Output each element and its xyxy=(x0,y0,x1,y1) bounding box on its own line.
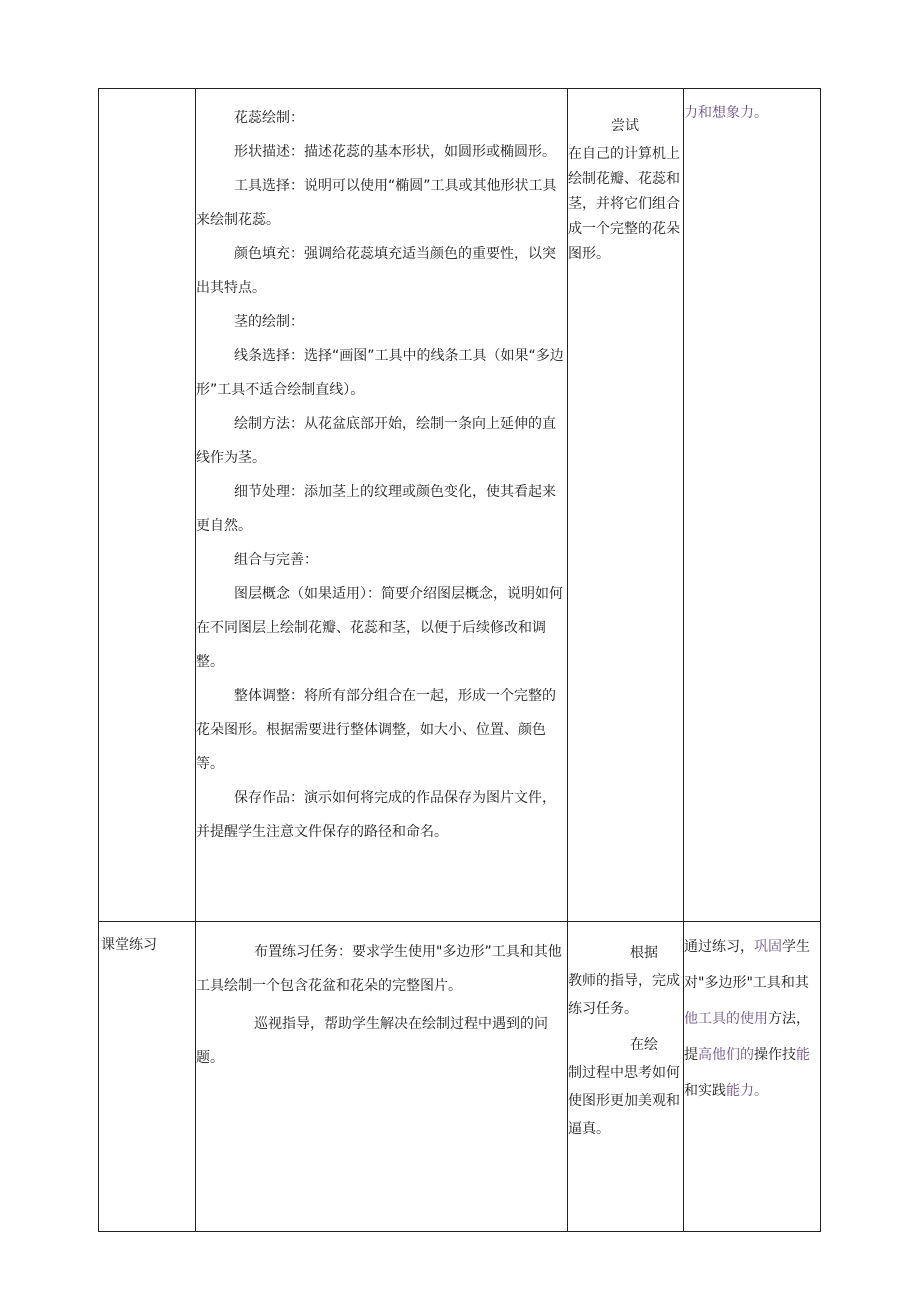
content-paragraph: 保存作品：演示如何将完成的作品保存为图片文件，并提醒学生注意文件保存的路径和命名。 xyxy=(196,790,556,840)
student-head: 尝试 xyxy=(611,118,639,134)
content-paragraph: 图层概念（如果适用）：简要介绍图层概念，说明如何在不同图层上绘制花瓣、花蕊和茎，以便于后续修改和调整。 xyxy=(196,586,563,670)
content-paragraph: 颜色填充：强调给花蕊填充适当颜色的重要性，以突出其特点。 xyxy=(196,246,556,296)
content-paragraph: 巡视指导，帮助学生解决在绘制过程中遇到的问题。 xyxy=(196,1016,548,1066)
purpose-text: 能 xyxy=(796,1047,810,1063)
student-head-1: 根据 xyxy=(630,945,658,961)
purpose-text: 巩固 xyxy=(754,939,782,955)
row1-student-cell xyxy=(568,110,682,267)
student-head-2: 在绘 xyxy=(630,1037,658,1053)
student-body-1: 教师的指导，完成练习任务。 xyxy=(568,973,680,1017)
student-body: 在自己的计算机上绘制花瓣、花蕊和茎，并将它们组合成一个完整的花朵图形。 xyxy=(568,146,680,262)
content-paragraph: 工具选择：说明可以使用“椭圆”工具或其他形状工具来绘制花蕊。 xyxy=(196,178,557,228)
purpose-text: 他工具的使用 xyxy=(684,1011,768,1027)
purpose-text: 通过练习， xyxy=(684,939,754,955)
lesson-table xyxy=(98,88,821,1232)
row1-purpose-cell: 力和想象力。 xyxy=(684,105,768,121)
purpose-text: 方法，提 xyxy=(684,1011,810,1063)
content-paragraph: 整体调整：将所有部分组合在一起，形成一个完整的花朵图形。根据需要进行整体调整，如大小、位置、颜色等。 xyxy=(196,688,556,772)
student-body-2: 制过程中思考如何使图形更加美观和逼真。 xyxy=(568,1065,680,1137)
row1-content-cell xyxy=(196,101,566,849)
content-paragraph: 组合与完善： xyxy=(234,552,318,568)
row2-content-cell xyxy=(196,935,566,1075)
row-divider xyxy=(99,921,820,922)
content-paragraph: 茎的绘制： xyxy=(234,314,304,330)
content-paragraph: 花蕊绘制： xyxy=(234,110,304,126)
content-paragraph: 细节处理：添加茎上的纹理或颜色变化，使其看起来更自然。 xyxy=(196,484,556,534)
purpose-text: 学生对"多边形"工具和其 xyxy=(684,939,810,991)
row2-purpose-cell xyxy=(684,929,820,1109)
row2-label: 课堂练习 xyxy=(101,937,157,953)
purpose-text: 能力。 xyxy=(726,1083,768,1099)
content-paragraph: 绘制方法：从花盆底部开始，绘制一条向上延伸的直线作为茎。 xyxy=(196,416,556,466)
purpose-text: 高他们的 xyxy=(698,1047,754,1063)
content-paragraph: 布置练习任务：要求学生使用"多边形”工具和其他工具绘制一个包含花盆和花朵的完整图片。 xyxy=(196,944,562,994)
row2-student-cell xyxy=(568,939,682,1143)
content-paragraph: 形状描述：描述花蕊的基本形状，如圆形或椭圆形。 xyxy=(234,144,556,160)
purpose-text: 操作技 xyxy=(754,1047,796,1063)
purpose-text: 和实践 xyxy=(684,1083,726,1099)
content-paragraph: 线条选择：选择“画图”工具中的线条工具（如果“多边形”工具不适合绘制直线）。 xyxy=(196,348,564,398)
